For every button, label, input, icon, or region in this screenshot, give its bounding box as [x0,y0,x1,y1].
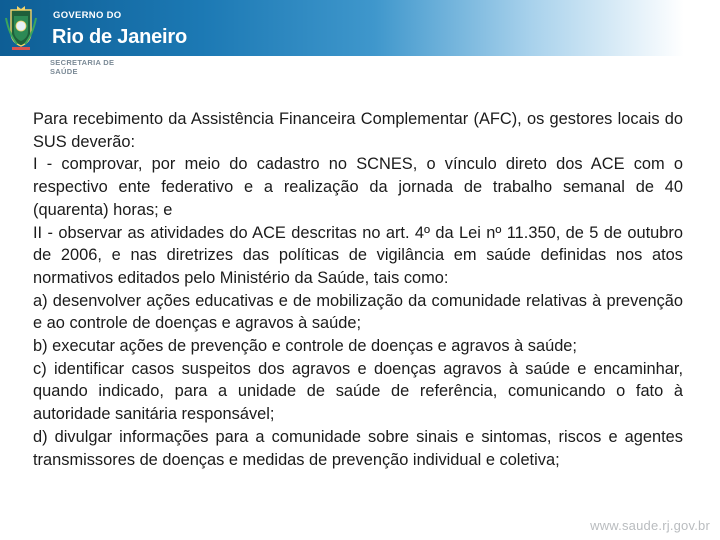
item-a: a) desenvolver ações educativas e de mobilização da comunidade relativas à prevenção e ao controle de doenças e agravos à saúde; [33,291,683,333]
government-label: GOVERNO DO [53,10,122,21]
intro-paragraph: Para recebimento da Assistência Financeira Complementar (AFC), os gestores locais do SUS deverão: [33,110,683,151]
footer-url: www.saude.rj.gov.br [590,518,710,533]
state-coat-of-arms-icon [3,4,39,56]
item-d: d) divulgar informações para a comunidade sobre sinais e sintomas, riscos e agentes transmissores de doenças e medidas de prevenção individual e coletiva; [33,427,683,469]
secretariat-label: SECRETARIA DE SAÚDE [50,58,115,76]
state-name: Rio de Janeiro [52,26,188,48]
document-body [33,108,683,471]
item-ii: II - observar as atividades do ACE descritas no art. 4º da Lei nº 11.350, de 5 de outubro de 2006, e nas diretrizes das políticas de vigilância em saúde definidas nos atos normativos editados pelo Ministério da Saúde, tais como: [33,223,683,287]
item-i: I - comprovar, por meio do cadastro no SCNES, o vínculo direto dos ACE com o respectivo ente federativo e a realização da jornada de trabalho semanal de 40 (quarenta) horas; e [33,155,683,219]
item-c: c) identificar casos suspeitos dos agravos e doenças agravos à saúde e encaminhar, quando indicado, para a unidade de saúde de referência, comunicando o fato à autoridade sanitária responsável; [33,359,683,424]
item-b: b) executar ações de prevenção e controle de doenças e agravos à saúde; [33,337,577,356]
